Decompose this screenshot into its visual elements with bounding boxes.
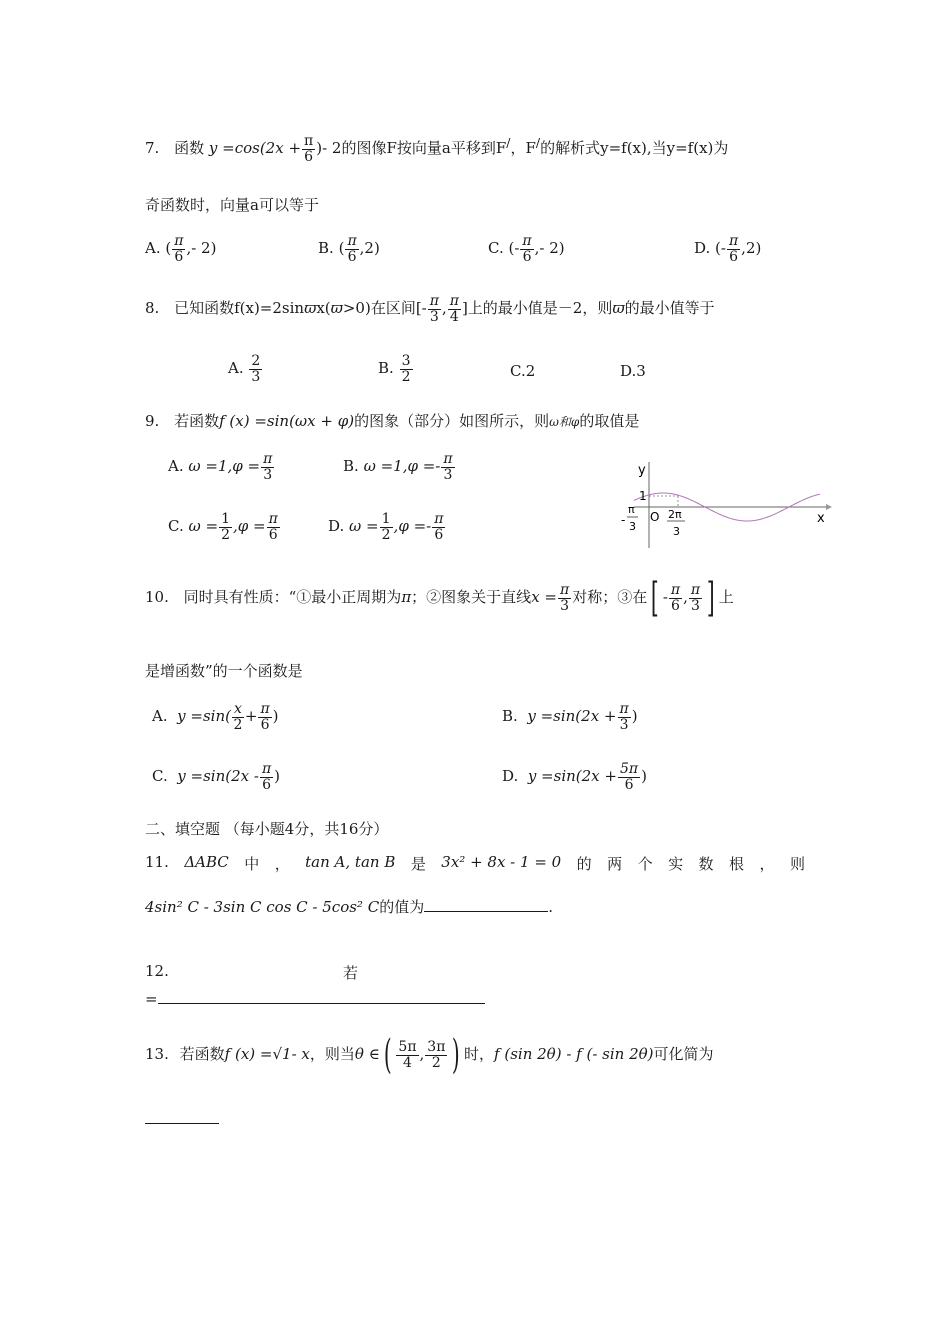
section-heading: 二、填空题 （每小题4分，共16分）	[145, 820, 389, 838]
q12-line2: =	[145, 990, 485, 1008]
q13-answer-blank[interactable]	[145, 1110, 219, 1124]
x-axis-arrow	[826, 504, 832, 510]
q8-option-a: A. $\frac{2}{3}$	[228, 353, 261, 385]
q7-text-d: 的解析式y=f(x),当y=f(x)为	[540, 139, 729, 158]
q8-option-b: B. $\frac{3}{2}$	[378, 353, 411, 385]
q10-number: 10.	[145, 588, 169, 606]
neg-pi-num: π	[628, 503, 635, 516]
q7-option-b: B. ( $\frac{\pi}{6}$ ,2)	[318, 233, 380, 265]
neg-pi-den: 3	[629, 520, 636, 533]
q9-option-c: C. ω = $\frac{1}{2}$ ,φ = $\frac{\pi}{6}$	[168, 511, 278, 543]
q7-text-a: 函数	[174, 139, 205, 158]
q7-option-d: D. (- $\frac{\pi}{6}$ ,2)	[694, 233, 762, 265]
q7-option-c: C. (- $\frac{\pi}{6}$ ,- 2)	[488, 233, 565, 265]
q7-frac: $\frac{\pi}{6}$	[304, 133, 314, 165]
q7-text-c: ，F	[510, 139, 536, 158]
q7-line1: 7. 函数 y =cos(2x + $\frac{\pi}{6}$ )- 2的图像F按向量a平移到F/，F/的解析式y=f(x),当y=f(x)为	[145, 133, 729, 165]
q8-option-d: D.3	[620, 362, 646, 380]
q10-option-d: D. y =sin(2x + $\frac{5\pi}{6}$ )	[502, 761, 647, 793]
q8-line1: 8. 已知函数f(x)=2sinϖx(ϖ>0)在区间[- $\frac{\pi}{3}$ , $\frac{\pi}{4}$ ]上的最小值是－2，则ϖ的最小值等于	[145, 293, 715, 325]
pos-pi-num: 2π	[668, 508, 682, 521]
q12-ruo: 若	[343, 964, 359, 982]
y-axis-label: y	[638, 463, 646, 478]
q7-option-a: A. ( $\frac{\pi}{6}$ ,- 2)	[145, 233, 217, 265]
q7-expr-pre: y =cos(2x +	[208, 139, 302, 158]
q13-line1: 13. 若函数f (x) =√1- x，则当θ ∈( $\frac{5\pi}{4}$ , $\frac{3\pi}{2}$ ) 时，f (sin 2θ) - f (- sin 2θ)可化简为	[145, 1032, 714, 1078]
q10-option-c: C. y =sin(2x - $\frac{\pi}{6}$ )	[152, 761, 280, 793]
pos-pi-den: 3	[673, 525, 680, 538]
q10-option-a: A. y =sin( $\frac{x}{2}$ + $\frac{\pi}{6}$ )	[152, 701, 279, 733]
one-tick-label: 1	[639, 489, 647, 503]
q12-answer-blank[interactable]	[158, 991, 485, 1004]
q13-number: 13.	[145, 1045, 169, 1063]
q11-answer-blank[interactable]	[424, 897, 548, 912]
q9-option-b: B. ω =1,φ =- $\frac{\pi}{3}$	[343, 451, 453, 483]
q7-line2: 奇函数时，向量a可以等于	[145, 196, 319, 214]
q7-number: 7.	[145, 139, 160, 158]
q10-line1: 10. 同时具有性质：“①最小正周期为π；②图象关于直线x = $\frac{\pi}{3}$ 对称；③在[ - $\frac{\pi}{6}$ , $\frac{\pi}{3}$ ] 上	[145, 575, 734, 621]
q10-option-b: B. y =sin(2x + $\frac{\pi}{3}$ )	[502, 701, 638, 733]
x-axis-label: x	[817, 511, 825, 526]
q8-option-c: C.2	[510, 362, 536, 380]
q9-sine-graph	[612, 458, 834, 550]
q8-number: 8.	[145, 299, 160, 318]
q9-option-a: A. ω =1,φ = $\frac{\pi}{3}$	[168, 451, 273, 483]
q7-text-b: 的图像F按向量a平移到F	[341, 139, 507, 158]
q9-line1: 9. 若函数f (x) =sin(ωx + φ)的图象（部分）如图所示，则ω和φ的取值是	[145, 412, 640, 430]
q9-option-d: D. ω = $\frac{1}{2}$ ,φ =- $\frac{\pi}{6}$	[328, 511, 444, 543]
q12-number: 12.	[145, 962, 169, 980]
q11-line2: 4sin² C - 3sin C cos C - 5cos² C的值为 .	[145, 898, 553, 916]
origin-label: O	[650, 510, 660, 524]
neg-sign: -	[621, 513, 626, 527]
q11-line1: 11. ΔABC 中 ， tan A, tan B 是 3x² + 8x - 1 = 0 的 两 个 实 数 根 ， 则	[145, 853, 805, 873]
q10-line2: 是增函数”的一个函数是	[145, 662, 303, 680]
q7-expr-post: )- 2	[316, 139, 342, 158]
q9-number: 9.	[145, 412, 160, 430]
